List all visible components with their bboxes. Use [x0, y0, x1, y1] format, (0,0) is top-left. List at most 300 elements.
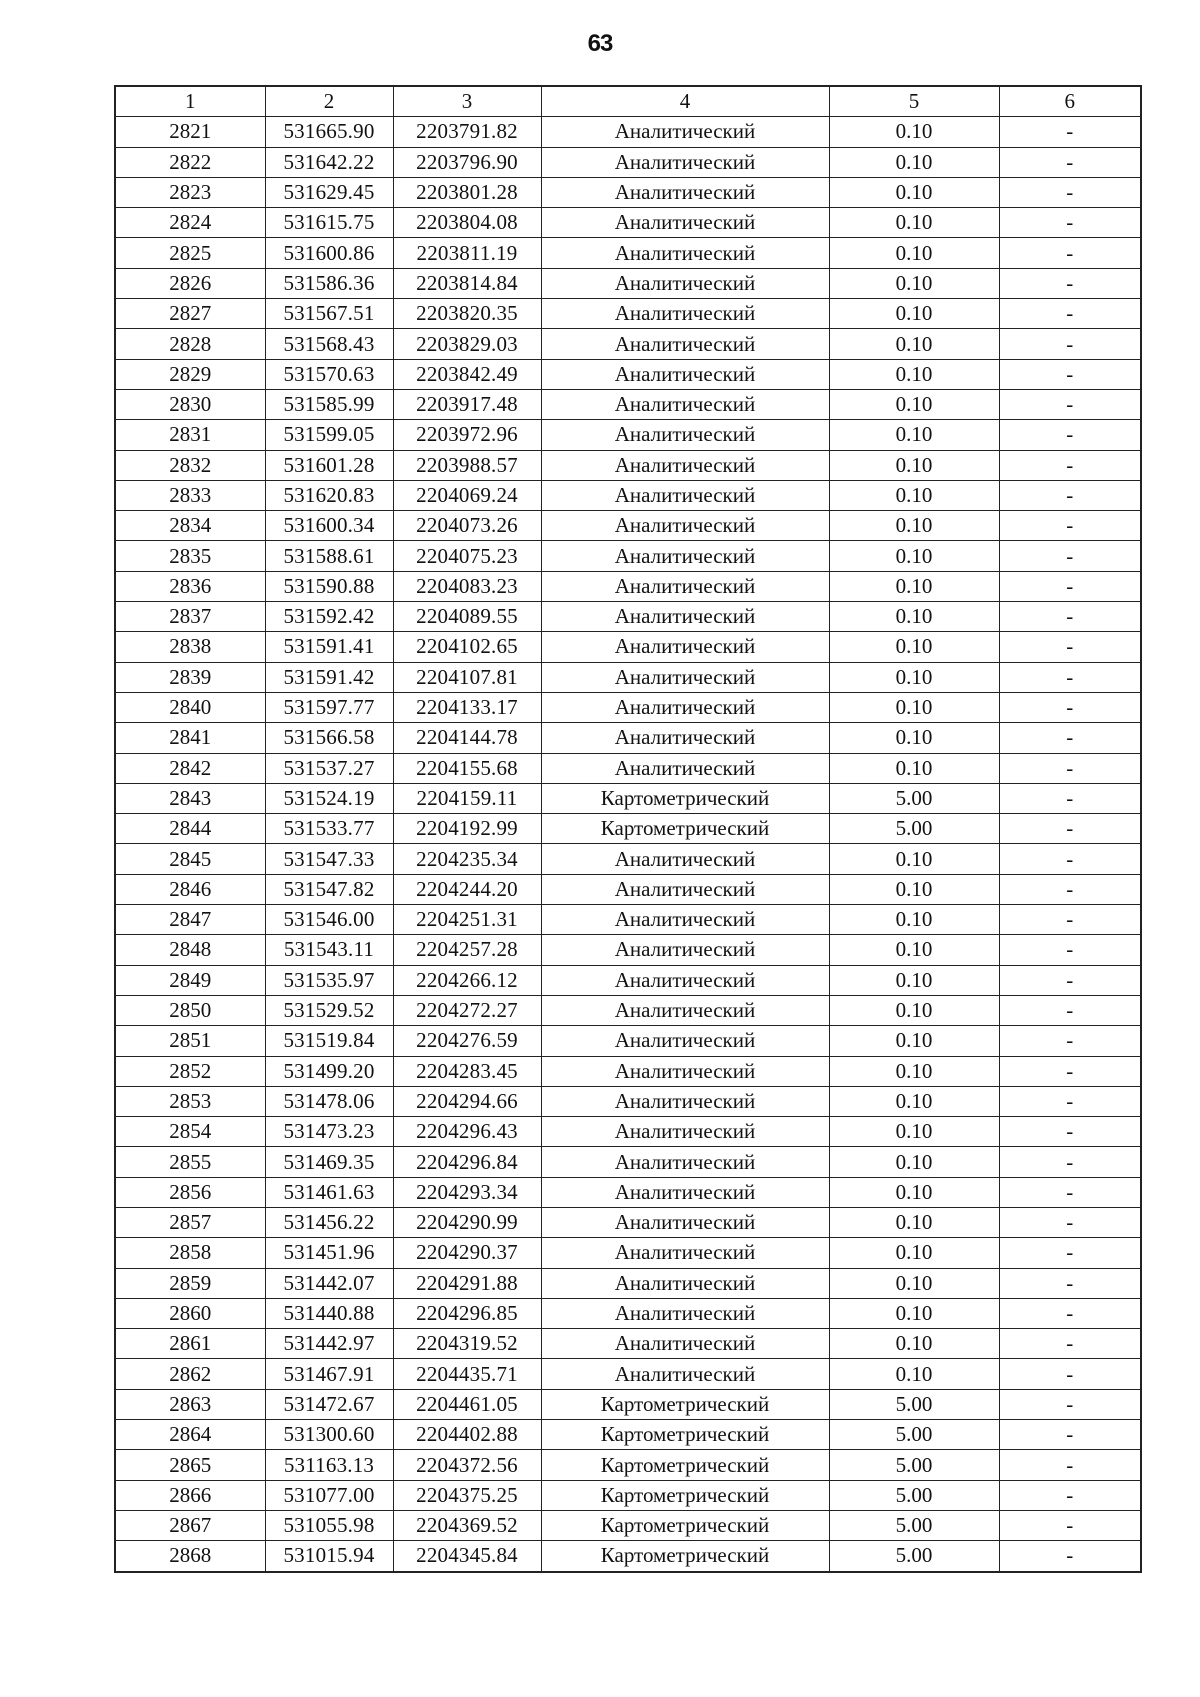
- accuracy-cell: 0.10: [829, 1056, 999, 1086]
- y-coordinate-cell: 2204244.20: [393, 874, 541, 904]
- method-cell: Аналитический: [541, 1298, 829, 1328]
- table-row: [115, 814, 1141, 844]
- point-number-cell: 2848: [115, 935, 265, 965]
- accuracy-cell: 0.10: [829, 692, 999, 722]
- x-coordinate-cell: 531597.77: [265, 692, 393, 722]
- y-coordinate-cell: 2204107.81: [393, 662, 541, 692]
- accuracy-cell: 0.10: [829, 723, 999, 753]
- x-coordinate-cell: 531568.43: [265, 329, 393, 359]
- y-coordinate-cell: 2204083.23: [393, 571, 541, 601]
- x-coordinate-cell: 531566.58: [265, 723, 393, 753]
- point-number-cell: 2821: [115, 117, 265, 147]
- table-row: [115, 844, 1141, 874]
- point-number-cell: 2849: [115, 965, 265, 995]
- note-cell: -: [999, 511, 1141, 541]
- x-coordinate-cell: 531015.94: [265, 1541, 393, 1572]
- column-header-5: 5: [829, 86, 999, 117]
- y-coordinate-cell: 2204435.71: [393, 1359, 541, 1389]
- column-header-1: 1: [115, 86, 265, 117]
- table-row: [115, 1450, 1141, 1480]
- note-cell: -: [999, 1510, 1141, 1540]
- table-row: [115, 1026, 1141, 1056]
- accuracy-cell: 0.10: [829, 389, 999, 419]
- table-row: [115, 1359, 1141, 1389]
- accuracy-cell: 5.00: [829, 1480, 999, 1510]
- y-coordinate-cell: 2203811.19: [393, 238, 541, 268]
- accuracy-cell: 0.10: [829, 874, 999, 904]
- y-coordinate-cell: 2204159.11: [393, 783, 541, 813]
- method-cell: Аналитический: [541, 602, 829, 632]
- x-coordinate-cell: 531535.97: [265, 965, 393, 995]
- note-cell: -: [999, 329, 1141, 359]
- column-header-6: 6: [999, 86, 1141, 117]
- point-number-cell: 2851: [115, 1026, 265, 1056]
- accuracy-cell: 0.10: [829, 965, 999, 995]
- accuracy-cell: 0.10: [829, 208, 999, 238]
- point-number-cell: 2836: [115, 571, 265, 601]
- table-row: [115, 117, 1141, 147]
- table-row: [115, 935, 1141, 965]
- note-cell: -: [999, 1389, 1141, 1419]
- point-number-cell: 2846: [115, 874, 265, 904]
- table-row: [115, 1420, 1141, 1450]
- point-number-cell: 2823: [115, 177, 265, 207]
- method-cell: Аналитический: [541, 965, 829, 995]
- note-cell: -: [999, 389, 1141, 419]
- accuracy-cell: 5.00: [829, 814, 999, 844]
- accuracy-cell: 0.10: [829, 117, 999, 147]
- table-row: [115, 1389, 1141, 1419]
- point-number-cell: 2859: [115, 1268, 265, 1298]
- method-cell: Картометрический: [541, 1480, 829, 1510]
- table-row: [115, 602, 1141, 632]
- x-coordinate-cell: 531472.67: [265, 1389, 393, 1419]
- note-cell: -: [999, 208, 1141, 238]
- method-cell: Аналитический: [541, 692, 829, 722]
- y-coordinate-cell: 2203988.57: [393, 450, 541, 480]
- y-coordinate-cell: 2204402.88: [393, 1420, 541, 1450]
- accuracy-cell: 0.10: [829, 1207, 999, 1237]
- y-coordinate-cell: 2204290.99: [393, 1207, 541, 1237]
- note-cell: -: [999, 632, 1141, 662]
- x-coordinate-cell: 531461.63: [265, 1177, 393, 1207]
- x-coordinate-cell: 531456.22: [265, 1207, 393, 1237]
- note-cell: -: [999, 571, 1141, 601]
- accuracy-cell: 0.10: [829, 359, 999, 389]
- x-coordinate-cell: 531442.97: [265, 1329, 393, 1359]
- table-row: [115, 541, 1141, 571]
- table-row: [115, 329, 1141, 359]
- point-number-cell: 2843: [115, 783, 265, 813]
- method-cell: Аналитический: [541, 874, 829, 904]
- method-cell: Аналитический: [541, 420, 829, 450]
- column-header-4: 4: [541, 86, 829, 117]
- y-coordinate-cell: 2204102.65: [393, 632, 541, 662]
- table-row: [115, 1147, 1141, 1177]
- x-coordinate-cell: 531586.36: [265, 268, 393, 298]
- y-coordinate-cell: 2204276.59: [393, 1026, 541, 1056]
- note-cell: -: [999, 905, 1141, 935]
- accuracy-cell: 0.10: [829, 1359, 999, 1389]
- table-row: [115, 147, 1141, 177]
- method-cell: Аналитический: [541, 1207, 829, 1237]
- x-coordinate-cell: 531615.75: [265, 208, 393, 238]
- y-coordinate-cell: 2204235.34: [393, 844, 541, 874]
- accuracy-cell: 0.10: [829, 147, 999, 177]
- method-cell: Аналитический: [541, 995, 829, 1025]
- accuracy-cell: 0.10: [829, 1329, 999, 1359]
- point-number-cell: 2827: [115, 299, 265, 329]
- accuracy-cell: 0.10: [829, 299, 999, 329]
- table-row: [115, 1207, 1141, 1237]
- method-cell: Аналитический: [541, 480, 829, 510]
- point-number-cell: 2855: [115, 1147, 265, 1177]
- accuracy-cell: 5.00: [829, 1510, 999, 1540]
- y-coordinate-cell: 2204369.52: [393, 1510, 541, 1540]
- method-cell: Картометрический: [541, 783, 829, 813]
- point-number-cell: 2861: [115, 1329, 265, 1359]
- accuracy-cell: 0.10: [829, 450, 999, 480]
- y-coordinate-cell: 2204461.05: [393, 1389, 541, 1419]
- point-number-cell: 2837: [115, 602, 265, 632]
- accuracy-cell: 0.10: [829, 571, 999, 601]
- accuracy-cell: 0.10: [829, 905, 999, 935]
- point-number-cell: 2863: [115, 1389, 265, 1419]
- y-coordinate-cell: 2203804.08: [393, 208, 541, 238]
- note-cell: -: [999, 480, 1141, 510]
- accuracy-cell: 0.10: [829, 1026, 999, 1056]
- method-cell: Картометрический: [541, 1510, 829, 1540]
- method-cell: Аналитический: [541, 208, 829, 238]
- point-number-cell: 2842: [115, 753, 265, 783]
- table-row: [115, 753, 1141, 783]
- note-cell: -: [999, 1238, 1141, 1268]
- y-coordinate-cell: 2203801.28: [393, 177, 541, 207]
- y-coordinate-cell: 2204372.56: [393, 1450, 541, 1480]
- accuracy-cell: 0.10: [829, 844, 999, 874]
- table-row: [115, 905, 1141, 935]
- x-coordinate-cell: 531590.88: [265, 571, 393, 601]
- point-number-cell: 2824: [115, 208, 265, 238]
- y-coordinate-cell: 2203814.84: [393, 268, 541, 298]
- point-number-cell: 2832: [115, 450, 265, 480]
- method-cell: Аналитический: [541, 753, 829, 783]
- x-coordinate-cell: 531585.99: [265, 389, 393, 419]
- note-cell: -: [999, 995, 1141, 1025]
- y-coordinate-cell: 2204192.99: [393, 814, 541, 844]
- note-cell: -: [999, 602, 1141, 632]
- table-row: [115, 1117, 1141, 1147]
- method-cell: Картометрический: [541, 1420, 829, 1450]
- table-row: [115, 965, 1141, 995]
- column-header-3: 3: [393, 86, 541, 117]
- note-cell: -: [999, 238, 1141, 268]
- table-row: [115, 1238, 1141, 1268]
- accuracy-cell: 0.10: [829, 511, 999, 541]
- page-number: 63: [587, 30, 613, 57]
- accuracy-cell: 0.10: [829, 1238, 999, 1268]
- accuracy-cell: 0.10: [829, 177, 999, 207]
- x-coordinate-cell: 531163.13: [265, 1450, 393, 1480]
- note-cell: -: [999, 541, 1141, 571]
- table-row: [115, 268, 1141, 298]
- point-number-cell: 2858: [115, 1238, 265, 1268]
- table-row: [115, 238, 1141, 268]
- accuracy-cell: 0.10: [829, 268, 999, 298]
- accuracy-cell: 0.10: [829, 995, 999, 1025]
- accuracy-cell: 0.10: [829, 420, 999, 450]
- y-coordinate-cell: 2203917.48: [393, 389, 541, 419]
- note-cell: -: [999, 1207, 1141, 1237]
- y-coordinate-cell: 2204296.84: [393, 1147, 541, 1177]
- table-row: [115, 1298, 1141, 1328]
- table-row: [115, 1329, 1141, 1359]
- accuracy-cell: 0.10: [829, 602, 999, 632]
- accuracy-cell: 0.10: [829, 1117, 999, 1147]
- point-number-cell: 2860: [115, 1298, 265, 1328]
- note-cell: -: [999, 1541, 1141, 1572]
- x-coordinate-cell: 531478.06: [265, 1086, 393, 1116]
- method-cell: Аналитический: [541, 1056, 829, 1086]
- point-number-cell: 2847: [115, 905, 265, 935]
- method-cell: Аналитический: [541, 662, 829, 692]
- y-coordinate-cell: 2204345.84: [393, 1541, 541, 1572]
- accuracy-cell: 5.00: [829, 1389, 999, 1419]
- table-row: [115, 208, 1141, 238]
- method-cell: Аналитический: [541, 177, 829, 207]
- note-cell: -: [999, 117, 1141, 147]
- accuracy-cell: 0.10: [829, 329, 999, 359]
- point-number-cell: 2852: [115, 1056, 265, 1086]
- point-number-cell: 2867: [115, 1510, 265, 1540]
- table-row: [115, 995, 1141, 1025]
- x-coordinate-cell: 531537.27: [265, 753, 393, 783]
- y-coordinate-cell: 2204294.66: [393, 1086, 541, 1116]
- x-coordinate-cell: 531533.77: [265, 814, 393, 844]
- table-row: [115, 632, 1141, 662]
- x-coordinate-cell: 531524.19: [265, 783, 393, 813]
- method-cell: Аналитический: [541, 450, 829, 480]
- point-number-cell: 2838: [115, 632, 265, 662]
- note-cell: -: [999, 692, 1141, 722]
- point-number-cell: 2845: [115, 844, 265, 874]
- point-number-cell: 2841: [115, 723, 265, 753]
- x-coordinate-cell: 531642.22: [265, 147, 393, 177]
- coordinates-table: [114, 85, 1142, 1573]
- table-row: [115, 1480, 1141, 1510]
- accuracy-cell: 0.10: [829, 935, 999, 965]
- x-coordinate-cell: 531629.45: [265, 177, 393, 207]
- point-number-cell: 2840: [115, 692, 265, 722]
- note-cell: -: [999, 1026, 1141, 1056]
- table-row: [115, 1177, 1141, 1207]
- y-coordinate-cell: 2204089.55: [393, 602, 541, 632]
- accuracy-cell: 0.10: [829, 632, 999, 662]
- note-cell: -: [999, 1177, 1141, 1207]
- x-coordinate-cell: 531467.91: [265, 1359, 393, 1389]
- y-coordinate-cell: 2204291.88: [393, 1268, 541, 1298]
- note-cell: -: [999, 1420, 1141, 1450]
- x-coordinate-cell: 531591.42: [265, 662, 393, 692]
- accuracy-cell: 0.10: [829, 1298, 999, 1328]
- y-coordinate-cell: 2204296.43: [393, 1117, 541, 1147]
- table-row: [115, 480, 1141, 510]
- point-number-cell: 2856: [115, 1177, 265, 1207]
- note-cell: -: [999, 662, 1141, 692]
- x-coordinate-cell: 531547.82: [265, 874, 393, 904]
- x-coordinate-cell: 531077.00: [265, 1480, 393, 1510]
- note-cell: -: [999, 1268, 1141, 1298]
- note-cell: -: [999, 1359, 1141, 1389]
- x-coordinate-cell: 531519.84: [265, 1026, 393, 1056]
- table-row: [115, 359, 1141, 389]
- method-cell: Аналитический: [541, 905, 829, 935]
- y-coordinate-cell: 2204296.85: [393, 1298, 541, 1328]
- method-cell: Аналитический: [541, 541, 829, 571]
- y-coordinate-cell: 2204251.31: [393, 905, 541, 935]
- method-cell: Картометрический: [541, 1450, 829, 1480]
- x-coordinate-cell: 531600.86: [265, 238, 393, 268]
- point-number-cell: 2850: [115, 995, 265, 1025]
- note-cell: -: [999, 1480, 1141, 1510]
- y-coordinate-cell: 2203796.90: [393, 147, 541, 177]
- accuracy-cell: 0.10: [829, 1268, 999, 1298]
- table-row: [115, 1056, 1141, 1086]
- accuracy-cell: 0.10: [829, 1086, 999, 1116]
- note-cell: -: [999, 359, 1141, 389]
- accuracy-cell: 0.10: [829, 480, 999, 510]
- accuracy-cell: 0.10: [829, 541, 999, 571]
- method-cell: Аналитический: [541, 389, 829, 419]
- note-cell: -: [999, 1117, 1141, 1147]
- method-cell: Аналитический: [541, 238, 829, 268]
- note-cell: -: [999, 147, 1141, 177]
- method-cell: Аналитический: [541, 1026, 829, 1056]
- table-row: [115, 420, 1141, 450]
- note-cell: -: [999, 1329, 1141, 1359]
- point-number-cell: 2833: [115, 480, 265, 510]
- note-cell: -: [999, 874, 1141, 904]
- point-number-cell: 2854: [115, 1117, 265, 1147]
- note-cell: -: [999, 420, 1141, 450]
- y-coordinate-cell: 2204375.25: [393, 1480, 541, 1510]
- x-coordinate-cell: 531451.96: [265, 1238, 393, 1268]
- table-row: [115, 783, 1141, 813]
- note-cell: -: [999, 783, 1141, 813]
- method-cell: Аналитический: [541, 844, 829, 874]
- note-cell: -: [999, 268, 1141, 298]
- x-coordinate-cell: 531547.33: [265, 844, 393, 874]
- table-row: [115, 874, 1141, 904]
- table-row: [115, 177, 1141, 207]
- point-number-cell: 2844: [115, 814, 265, 844]
- table-row: [115, 662, 1141, 692]
- note-cell: -: [999, 844, 1141, 874]
- table-row: [115, 389, 1141, 419]
- method-cell: Аналитический: [541, 268, 829, 298]
- accuracy-cell: 5.00: [829, 1450, 999, 1480]
- y-coordinate-cell: 2203972.96: [393, 420, 541, 450]
- accuracy-cell: 0.10: [829, 238, 999, 268]
- x-coordinate-cell: 531567.51: [265, 299, 393, 329]
- y-coordinate-cell: 2204144.78: [393, 723, 541, 753]
- table-row: [115, 692, 1141, 722]
- y-coordinate-cell: 2204069.24: [393, 480, 541, 510]
- method-cell: Аналитический: [541, 117, 829, 147]
- y-coordinate-cell: 2204266.12: [393, 965, 541, 995]
- y-coordinate-cell: 2204272.27: [393, 995, 541, 1025]
- note-cell: -: [999, 299, 1141, 329]
- accuracy-cell: 0.10: [829, 753, 999, 783]
- point-number-cell: 2831: [115, 420, 265, 450]
- note-cell: -: [999, 814, 1141, 844]
- x-coordinate-cell: 531442.07: [265, 1268, 393, 1298]
- method-cell: Аналитический: [541, 1359, 829, 1389]
- accuracy-cell: 5.00: [829, 1541, 999, 1572]
- x-coordinate-cell: 531529.52: [265, 995, 393, 1025]
- x-coordinate-cell: 531588.61: [265, 541, 393, 571]
- method-cell: Картометрический: [541, 1389, 829, 1419]
- y-coordinate-cell: 2204293.34: [393, 1177, 541, 1207]
- method-cell: Аналитический: [541, 1117, 829, 1147]
- method-cell: Аналитический: [541, 1329, 829, 1359]
- note-cell: -: [999, 1056, 1141, 1086]
- method-cell: Аналитический: [541, 359, 829, 389]
- point-number-cell: 2826: [115, 268, 265, 298]
- method-cell: Аналитический: [541, 1268, 829, 1298]
- y-coordinate-cell: 2203820.35: [393, 299, 541, 329]
- y-coordinate-cell: 2204290.37: [393, 1238, 541, 1268]
- method-cell: Аналитический: [541, 632, 829, 662]
- x-coordinate-cell: 531055.98: [265, 1510, 393, 1540]
- point-number-cell: 2839: [115, 662, 265, 692]
- note-cell: -: [999, 753, 1141, 783]
- x-coordinate-cell: 531543.11: [265, 935, 393, 965]
- x-coordinate-cell: 531570.63: [265, 359, 393, 389]
- method-cell: Аналитический: [541, 1177, 829, 1207]
- note-cell: -: [999, 1450, 1141, 1480]
- accuracy-cell: 0.10: [829, 662, 999, 692]
- x-coordinate-cell: 531601.28: [265, 450, 393, 480]
- note-cell: -: [999, 965, 1141, 995]
- x-coordinate-cell: 531620.83: [265, 480, 393, 510]
- method-cell: Аналитический: [541, 1238, 829, 1268]
- point-number-cell: 2866: [115, 1480, 265, 1510]
- point-number-cell: 2862: [115, 1359, 265, 1389]
- y-coordinate-cell: 2203842.49: [393, 359, 541, 389]
- x-coordinate-cell: 531599.05: [265, 420, 393, 450]
- x-coordinate-cell: 531592.42: [265, 602, 393, 632]
- y-coordinate-cell: 2204133.17: [393, 692, 541, 722]
- method-cell: Аналитический: [541, 1147, 829, 1177]
- accuracy-cell: 5.00: [829, 1420, 999, 1450]
- y-coordinate-cell: 2204155.68: [393, 753, 541, 783]
- x-coordinate-cell: 531473.23: [265, 1117, 393, 1147]
- y-coordinate-cell: 2203829.03: [393, 329, 541, 359]
- x-coordinate-cell: 531469.35: [265, 1147, 393, 1177]
- x-coordinate-cell: 531600.34: [265, 511, 393, 541]
- point-number-cell: 2868: [115, 1541, 265, 1572]
- method-cell: Аналитический: [541, 935, 829, 965]
- point-number-cell: 2864: [115, 1420, 265, 1450]
- table-row: [115, 450, 1141, 480]
- point-number-cell: 2830: [115, 389, 265, 419]
- accuracy-cell: 0.10: [829, 1177, 999, 1207]
- y-coordinate-cell: 2203791.82: [393, 117, 541, 147]
- y-coordinate-cell: 2204319.52: [393, 1329, 541, 1359]
- table-row: [115, 571, 1141, 601]
- x-coordinate-cell: 531499.20: [265, 1056, 393, 1086]
